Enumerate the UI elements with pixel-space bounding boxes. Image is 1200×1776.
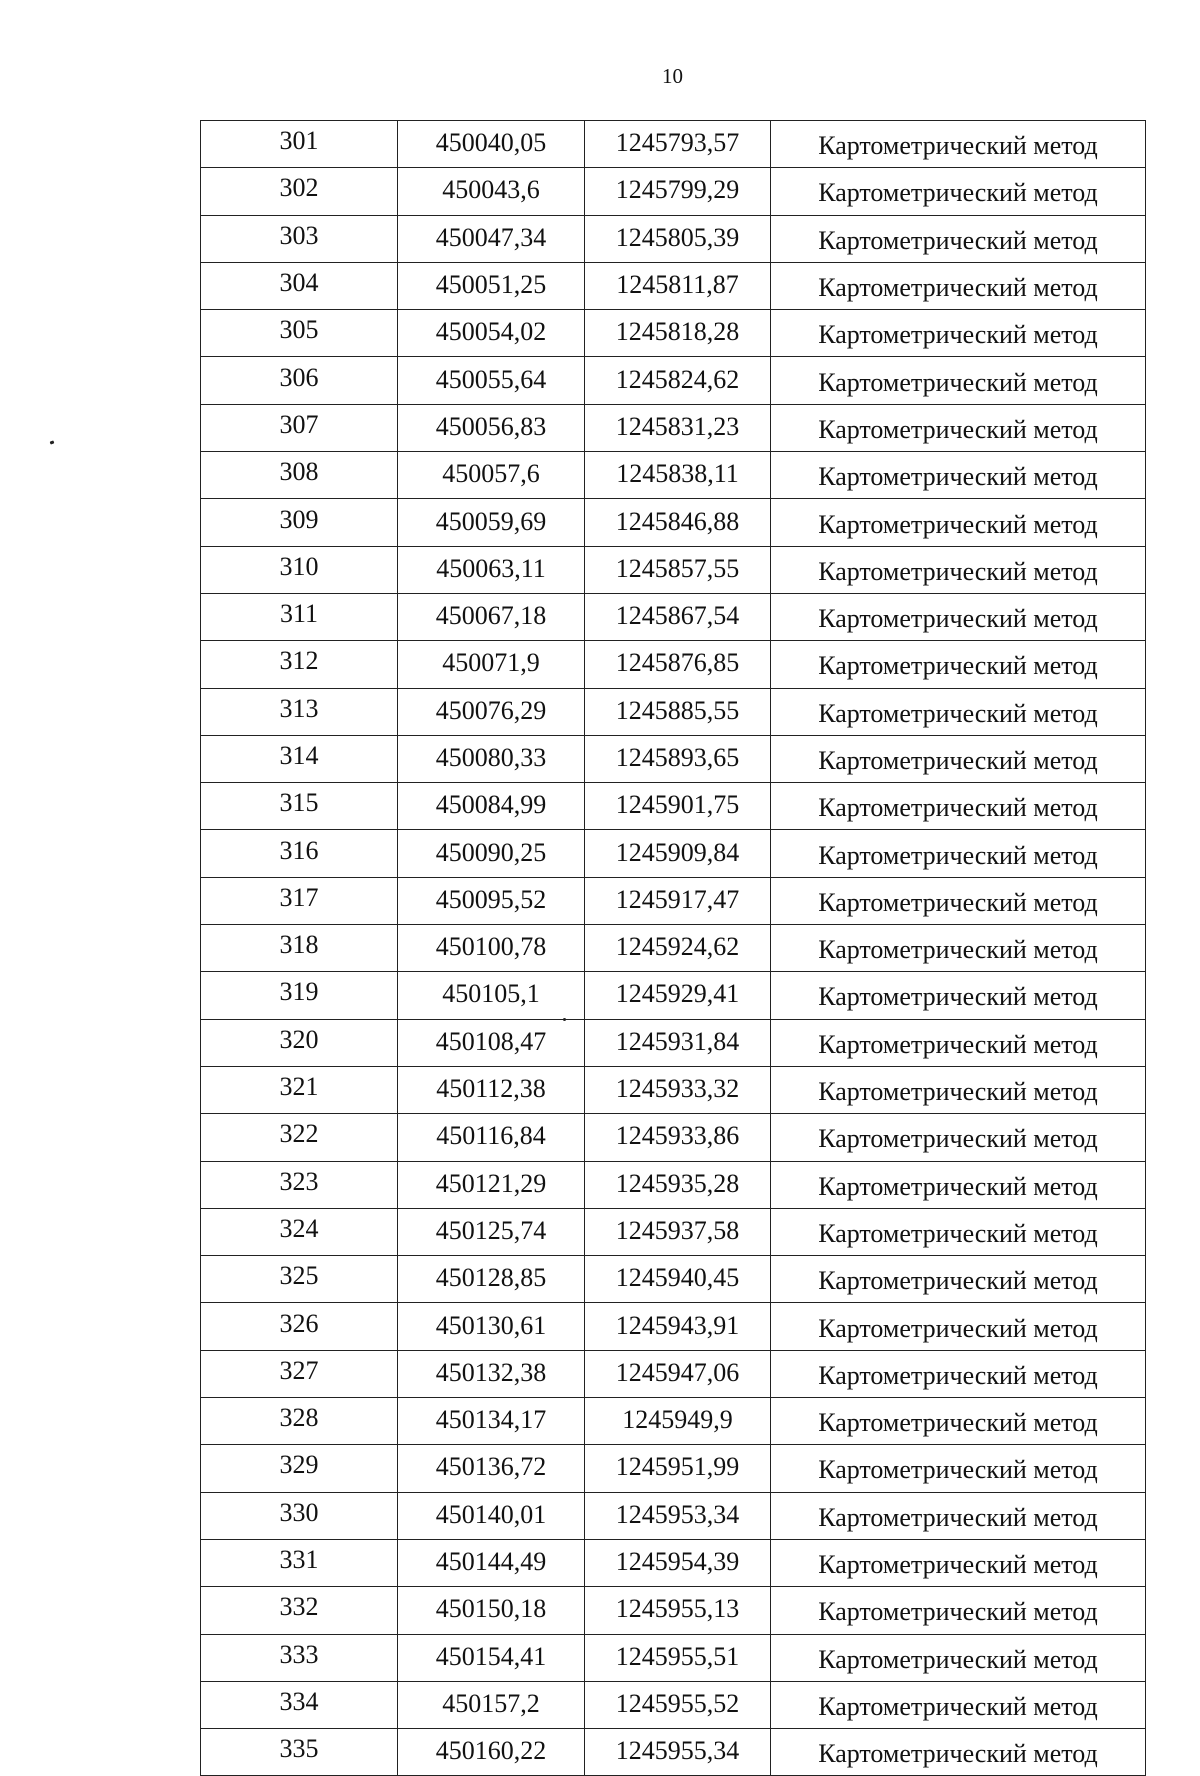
point-number-cell: 316 bbox=[201, 830, 398, 877]
y-coordinate-cell: 1245953,34 bbox=[585, 1492, 771, 1539]
method-cell: Картометрический метод bbox=[771, 1114, 1146, 1161]
method-cell: Картометрический метод bbox=[771, 1587, 1146, 1634]
point-number-cell: 325 bbox=[201, 1256, 398, 1303]
x-coordinate-cell: 450076,29 bbox=[398, 688, 585, 735]
method-cell: Картометрический метод bbox=[771, 404, 1146, 451]
method-cell: Картометрический метод bbox=[771, 499, 1146, 546]
table-row bbox=[201, 499, 1146, 546]
y-coordinate-cell: 1245949,9 bbox=[585, 1398, 771, 1445]
point-number-cell: 301 bbox=[201, 121, 398, 168]
x-coordinate-cell: 450055,64 bbox=[398, 357, 585, 404]
x-coordinate-cell: 450057,6 bbox=[398, 452, 585, 499]
point-number-cell: 333 bbox=[201, 1634, 398, 1681]
y-coordinate-cell: 1245857,55 bbox=[585, 546, 771, 593]
x-coordinate-cell: 450108,47 bbox=[398, 1019, 585, 1066]
y-coordinate-cell: 1245943,91 bbox=[585, 1303, 771, 1350]
table-row bbox=[201, 1208, 1146, 1255]
method-cell: Картометрический метод bbox=[771, 215, 1146, 262]
table-row bbox=[201, 215, 1146, 262]
table-row bbox=[201, 121, 1146, 168]
y-coordinate-cell: 1245838,11 bbox=[585, 452, 771, 499]
table-row bbox=[201, 688, 1146, 735]
point-number-cell: 302 bbox=[201, 168, 398, 215]
method-cell: Картометрический метод bbox=[771, 121, 1146, 168]
point-number-cell: 327 bbox=[201, 1350, 398, 1397]
y-coordinate-cell: 1245876,85 bbox=[585, 641, 771, 688]
point-number-cell: 335 bbox=[201, 1729, 398, 1776]
method-cell: Картометрический метод bbox=[771, 1634, 1146, 1681]
point-number-cell: 322 bbox=[201, 1114, 398, 1161]
x-coordinate-cell: 450040,05 bbox=[398, 121, 585, 168]
point-number-cell: 307 bbox=[201, 404, 398, 451]
y-coordinate-cell: 1245924,62 bbox=[585, 925, 771, 972]
y-coordinate-cell: 1245824,62 bbox=[585, 357, 771, 404]
point-number-cell: 311 bbox=[201, 593, 398, 640]
point-number-cell: 332 bbox=[201, 1587, 398, 1634]
method-cell: Картометрический метод bbox=[771, 688, 1146, 735]
table-row bbox=[201, 1350, 1146, 1397]
y-coordinate-cell: 1245951,99 bbox=[585, 1445, 771, 1492]
method-cell: Картометрический метод bbox=[771, 830, 1146, 877]
table-row bbox=[201, 1445, 1146, 1492]
x-coordinate-cell: 450144,49 bbox=[398, 1539, 585, 1586]
x-coordinate-cell: 450054,02 bbox=[398, 310, 585, 357]
method-cell: Картометрический метод bbox=[771, 1492, 1146, 1539]
point-number-cell: 323 bbox=[201, 1161, 398, 1208]
point-number-cell: 314 bbox=[201, 735, 398, 782]
method-cell: Картометрический метод bbox=[771, 357, 1146, 404]
method-cell: Картометрический метод bbox=[771, 452, 1146, 499]
y-coordinate-cell: 1245811,87 bbox=[585, 262, 771, 309]
point-number-cell: 313 bbox=[201, 688, 398, 735]
table-row bbox=[201, 1303, 1146, 1350]
point-number-cell: 318 bbox=[201, 925, 398, 972]
table-row bbox=[201, 1587, 1146, 1634]
x-coordinate-cell: 450154,41 bbox=[398, 1634, 585, 1681]
table-row bbox=[201, 925, 1146, 972]
method-cell: Картометрический метод bbox=[771, 1161, 1146, 1208]
method-cell: Картометрический метод bbox=[771, 262, 1146, 309]
x-coordinate-cell: 450136,72 bbox=[398, 1445, 585, 1492]
method-cell: Картометрический метод bbox=[771, 1681, 1146, 1728]
table-row bbox=[201, 357, 1146, 404]
y-coordinate-cell: 1245885,55 bbox=[585, 688, 771, 735]
point-number-cell: 321 bbox=[201, 1066, 398, 1113]
y-coordinate-cell: 1245929,41 bbox=[585, 972, 771, 1019]
method-cell: Картометрический метод bbox=[771, 1445, 1146, 1492]
point-number-cell: 329 bbox=[201, 1445, 398, 1492]
table-row bbox=[201, 877, 1146, 924]
y-coordinate-cell: 1245799,29 bbox=[585, 168, 771, 215]
point-number-cell: 309 bbox=[201, 499, 398, 546]
method-cell: Картометрический метод bbox=[771, 593, 1146, 640]
x-coordinate-cell: 450128,85 bbox=[398, 1256, 585, 1303]
point-number-cell: 310 bbox=[201, 546, 398, 593]
method-cell: Картометрический метод bbox=[771, 877, 1146, 924]
point-number-cell: 331 bbox=[201, 1539, 398, 1586]
x-coordinate-cell: 450100,78 bbox=[398, 925, 585, 972]
point-number-cell: 330 bbox=[201, 1492, 398, 1539]
y-coordinate-cell: 1245893,65 bbox=[585, 735, 771, 782]
x-coordinate-cell: 450071,9 bbox=[398, 641, 585, 688]
x-coordinate-cell: 450067,18 bbox=[398, 593, 585, 640]
page-number: 10 bbox=[662, 64, 683, 88]
table-row bbox=[201, 830, 1146, 877]
table-row bbox=[201, 404, 1146, 451]
table-row bbox=[201, 168, 1146, 215]
method-cell: Картометрический метод bbox=[771, 168, 1146, 215]
table-row bbox=[201, 1114, 1146, 1161]
point-number-cell: 328 bbox=[201, 1398, 398, 1445]
coordinates-table-body bbox=[201, 121, 1146, 1776]
x-coordinate-cell: 450090,25 bbox=[398, 830, 585, 877]
y-coordinate-cell: 1245831,23 bbox=[585, 404, 771, 451]
table-row bbox=[201, 593, 1146, 640]
x-coordinate-cell: 450125,74 bbox=[398, 1208, 585, 1255]
y-coordinate-cell: 1245867,54 bbox=[585, 593, 771, 640]
y-coordinate-cell: 1245805,39 bbox=[585, 215, 771, 262]
y-coordinate-cell: 1245955,51 bbox=[585, 1634, 771, 1681]
point-number-cell: 334 bbox=[201, 1681, 398, 1728]
method-cell: Картометрический метод bbox=[771, 1066, 1146, 1113]
method-cell: Картометрический метод bbox=[771, 546, 1146, 593]
x-coordinate-cell: 450116,84 bbox=[398, 1114, 585, 1161]
table-row bbox=[201, 641, 1146, 688]
x-coordinate-cell: 450084,99 bbox=[398, 783, 585, 830]
x-coordinate-cell: 450105,1 bbox=[398, 972, 585, 1019]
method-cell: Картометрический метод bbox=[771, 1398, 1146, 1445]
y-coordinate-cell: 1245846,88 bbox=[585, 499, 771, 546]
method-cell: Картометрический метод bbox=[771, 1729, 1146, 1776]
y-coordinate-cell: 1245793,57 bbox=[585, 121, 771, 168]
table-row bbox=[201, 546, 1146, 593]
point-number-cell: 317 bbox=[201, 877, 398, 924]
y-coordinate-cell: 1245947,06 bbox=[585, 1350, 771, 1397]
method-cell: Картометрический метод bbox=[771, 1208, 1146, 1255]
table-row bbox=[201, 1634, 1146, 1681]
y-coordinate-cell: 1245955,13 bbox=[585, 1587, 771, 1634]
method-cell: Картометрический метод bbox=[771, 1256, 1146, 1303]
method-cell: Картометрический метод bbox=[771, 1303, 1146, 1350]
method-cell: Картометрический метод bbox=[771, 735, 1146, 782]
x-coordinate-cell: 450121,29 bbox=[398, 1161, 585, 1208]
scan-mark bbox=[50, 440, 55, 444]
x-coordinate-cell: 450051,25 bbox=[398, 262, 585, 309]
y-coordinate-cell: 1245935,28 bbox=[585, 1161, 771, 1208]
x-coordinate-cell: 450134,17 bbox=[398, 1398, 585, 1445]
table-row bbox=[201, 1066, 1146, 1113]
x-coordinate-cell: 450059,69 bbox=[398, 499, 585, 546]
x-coordinate-cell: 450112,38 bbox=[398, 1066, 585, 1113]
y-coordinate-cell: 1245937,58 bbox=[585, 1208, 771, 1255]
method-cell: Картометрический метод bbox=[771, 1350, 1146, 1397]
table-row bbox=[201, 1492, 1146, 1539]
point-number-cell: 312 bbox=[201, 641, 398, 688]
x-coordinate-cell: 450056,83 bbox=[398, 404, 585, 451]
x-coordinate-cell: 450150,18 bbox=[398, 1587, 585, 1634]
method-cell: Картометрический метод bbox=[771, 925, 1146, 972]
table-row bbox=[201, 1681, 1146, 1728]
method-cell: Картометрический метод bbox=[771, 641, 1146, 688]
x-coordinate-cell: 450157,2 bbox=[398, 1681, 585, 1728]
y-coordinate-cell: 1245901,75 bbox=[585, 783, 771, 830]
table-row bbox=[201, 783, 1146, 830]
point-number-cell: 304 bbox=[201, 262, 398, 309]
method-cell: Картометрический метод bbox=[771, 972, 1146, 1019]
x-coordinate-cell: 450063,11 bbox=[398, 546, 585, 593]
point-number-cell: 320 bbox=[201, 1019, 398, 1066]
table-row bbox=[201, 1256, 1146, 1303]
coordinates-table bbox=[200, 120, 1146, 1776]
x-coordinate-cell: 450043,6 bbox=[398, 168, 585, 215]
x-coordinate-cell: 450130,61 bbox=[398, 1303, 585, 1350]
x-coordinate-cell: 450140,01 bbox=[398, 1492, 585, 1539]
x-coordinate-cell: 450080,33 bbox=[398, 735, 585, 782]
y-coordinate-cell: 1245955,52 bbox=[585, 1681, 771, 1728]
table-row bbox=[201, 1019, 1146, 1066]
method-cell: Картометрический метод bbox=[771, 1019, 1146, 1066]
y-coordinate-cell: 1245933,32 bbox=[585, 1066, 771, 1113]
x-coordinate-cell: 450047,34 bbox=[398, 215, 585, 262]
y-coordinate-cell: 1245917,47 bbox=[585, 877, 771, 924]
point-number-cell: 308 bbox=[201, 452, 398, 499]
x-coordinate-cell: 450132,38 bbox=[398, 1350, 585, 1397]
method-cell: Картометрический метод bbox=[771, 1539, 1146, 1586]
table-row bbox=[201, 735, 1146, 782]
method-cell: Картометрический метод bbox=[771, 783, 1146, 830]
table-row bbox=[201, 1729, 1146, 1776]
y-coordinate-cell: 1245955,34 bbox=[585, 1729, 771, 1776]
y-coordinate-cell: 1245940,45 bbox=[585, 1256, 771, 1303]
y-coordinate-cell: 1245954,39 bbox=[585, 1539, 771, 1586]
table-row bbox=[201, 310, 1146, 357]
point-number-cell: 315 bbox=[201, 783, 398, 830]
table-row bbox=[201, 1398, 1146, 1445]
point-number-cell: 306 bbox=[201, 357, 398, 404]
method-cell: Картометрический метод bbox=[771, 310, 1146, 357]
x-coordinate-cell: 450160,22 bbox=[398, 1729, 585, 1776]
table-row bbox=[201, 1161, 1146, 1208]
y-coordinate-cell: 1245909,84 bbox=[585, 830, 771, 877]
x-coordinate-cell: 450095,52 bbox=[398, 877, 585, 924]
table-row bbox=[201, 972, 1146, 1019]
y-coordinate-cell: 1245931,84 bbox=[585, 1019, 771, 1066]
point-number-cell: 324 bbox=[201, 1208, 398, 1255]
y-coordinate-cell: 1245933,86 bbox=[585, 1114, 771, 1161]
table-row bbox=[201, 452, 1146, 499]
point-number-cell: 326 bbox=[201, 1303, 398, 1350]
point-number-cell: 305 bbox=[201, 310, 398, 357]
table-row bbox=[201, 1539, 1146, 1586]
y-coordinate-cell: 1245818,28 bbox=[585, 310, 771, 357]
point-number-cell: 303 bbox=[201, 215, 398, 262]
table-row bbox=[201, 262, 1146, 309]
point-number-cell: 319 bbox=[201, 972, 398, 1019]
